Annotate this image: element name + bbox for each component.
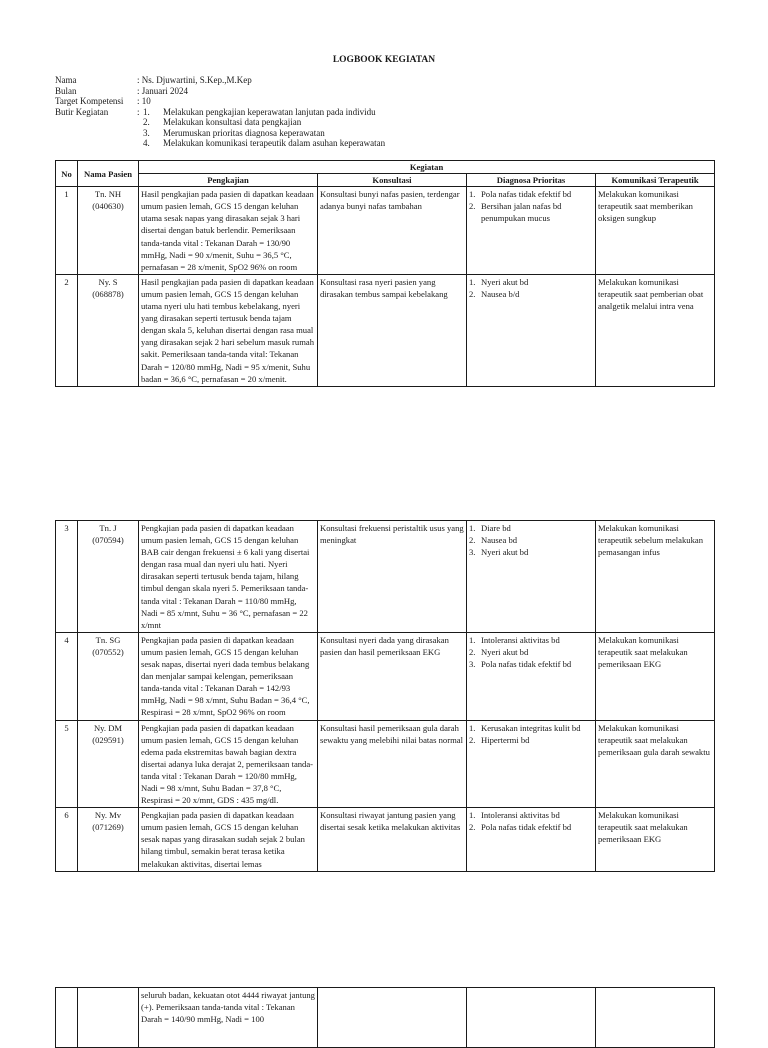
cell-komunikasi [596, 988, 715, 1048]
bulan-value: : Januari 2024 [137, 85, 188, 96]
page-title: LOGBOOK KEGIATAN [332, 55, 436, 65]
info-row-bulan [55, 86, 735, 97]
patient-name: Tn. NH [94, 189, 122, 200]
logbook-table-part-1 [55, 160, 715, 387]
cell-diagnosa [467, 187, 596, 275]
cell-pengkajian: Pengkajian pada pasien di dapatkan keadaan umum pasien lemah, GCS 15 dengan keluhan edema pada ekstremitas bawah bagian dextra disertai adanya luka derajat 2, pemeriksaan tanda-tanda vital : Tekanan Darah = 120/80 mmHg, Nadi = 98 x/mnt, Suhu Badan = 37,8 °C, Respirasi = 20 x/mnt, GDS : 435 mg/dl. [139, 720, 318, 808]
diagnosa-item: 2. Hipertermi bd [469, 734, 530, 745]
diagnosa-text: Kerusakan integritas kulit bd [481, 722, 581, 733]
butir-item-text: Melakukan konsultasi data pengkajian [163, 117, 302, 127]
diagnosa-item: 1. Kerusakan integritas kulit bd [469, 722, 581, 733]
target-value: : 10 [137, 96, 151, 106]
patient-name: Ny. DM [93, 722, 123, 733]
table-row [56, 632, 715, 720]
diagnosa-item: 2. Nyeri akut bd [469, 646, 529, 657]
cell-konsultasi: Konsultasi bunyi nafas pasien, terdengar adanya bunyi nafas tambahan [318, 187, 467, 275]
header-diagnosa: Diagnosa Prioritas [467, 174, 596, 187]
diagnosa-text: Intoleransi aktivitas bd [481, 810, 560, 821]
header-nama-pasien: Nama Pasien [78, 161, 139, 187]
butir-item [143, 138, 385, 149]
butir-item [143, 117, 385, 128]
diagnosa-list [469, 522, 593, 558]
table-row [56, 187, 715, 275]
header-no: No [56, 161, 78, 187]
cell-nama [78, 988, 139, 1048]
patient-id: (070594) [92, 535, 124, 546]
diagnosa-list [469, 276, 593, 300]
header-kegiatan: Kegiatan [139, 161, 715, 174]
table-subheader-row [56, 174, 715, 187]
butir-item [143, 107, 385, 118]
patient-id: (070552) [92, 646, 124, 657]
target-label: Target Kompetensi [55, 96, 124, 106]
cell-nama [78, 720, 139, 808]
patient-id: (040630) [92, 201, 124, 212]
diagnosa-text: Nyeri akut bd [481, 646, 529, 657]
table-row [56, 720, 715, 808]
cell-diagnosa [467, 988, 596, 1048]
diagnosa-item: 1. Nyeri akut bd [469, 276, 529, 287]
butir-item-number: 2. [143, 117, 150, 127]
butir-item-number: 3. [143, 127, 150, 138]
cell-pengkajian: seluruh badan, kekuatan otot 4444 riwayat jantung (+). Pemeriksaan tanda-tanda vital : Tekanan Darah = 140/90 mmHg, Nadi = 100 [139, 988, 318, 1048]
cell-nama [78, 187, 139, 275]
butir-colon: : [137, 106, 140, 117]
diagnosa-text: Pola nafas tidak efektif bd [481, 189, 572, 200]
butir-item-number: 4. [143, 138, 150, 148]
cell-nama [78, 808, 139, 871]
cell-pengkajian: Pengkajian pada pasien di dapatkan keadaan umum pasien lemah, GCS 15 dengan keluhan sesak napas yang dirasakan sudah sejak 2 bulan hilang timbul, semakin berat terasa ketika melakukan aktivitas, disertai lemas [139, 808, 318, 871]
nama-label: Nama [55, 75, 77, 85]
diagnosa-text: Hipertermi bd [481, 734, 530, 745]
butir-item-text: Melakukan komunikasi terapeutik dalam asuhan keperawatan [163, 138, 386, 148]
info-row-butir [55, 107, 735, 149]
logbook-table-part-2 [55, 520, 715, 872]
table-header-row [56, 161, 715, 174]
patient-id: (029591) [92, 734, 124, 745]
cell-pengkajian: Pengkajian pada pasien di dapatkan keadaan umum pasien lemah, GCS 15 dengan keluhan sesak napas, disertai nyeri dada tembus belakang dan menjalar sampai kelengan, pemeriksaan tanda-tanda vital : Tekanan Darah = 142/93 mmHg, Nadi = 98 x/mnt, Suhu Badan = 36,4 °C, Respirasi = 28 x/mnt, SpO2 96% on room [139, 632, 318, 720]
cell-konsultasi: Konsultasi hasil pemeriksaan gula darah sewaktu yang melebihi nilai batas normal [318, 720, 467, 808]
cell-no: 2 [56, 274, 78, 386]
logbook-table-part-3 [55, 987, 715, 1048]
cell-diagnosa [467, 632, 596, 720]
cell-no: 1 [56, 187, 78, 275]
info-row-nama [55, 75, 735, 86]
cell-konsultasi: Konsultasi rasa nyeri pasien yang dirasakan tembus sampai kebelakang [318, 274, 467, 386]
diagnosa-item: 3. Nyeri akut bd [469, 547, 529, 558]
cell-komunikasi: Melakukan komunikasi terapeutik saat melakukan pemeriksaan EKG [596, 808, 715, 871]
diagnosa-text: Nausea b/d [481, 288, 520, 299]
diagnosa-item: 2. Nausea bd [469, 535, 518, 546]
cell-konsultasi: Konsultasi riwayat jantung pasien yang disertai sesak ketika melakukan aktivitas [318, 808, 467, 871]
cell-komunikasi: Melakukan komunikasi terapeutik saat melakukan pemeriksaan gula darah sewaktu [596, 720, 715, 808]
cell-pengkajian: Pengkajian pada pasien di dapatkan keadaan umum pasien lemah, GCS 15 dengan keluhan BAB cair dengan frekuensi ± 6 kali yang disertai dengan rasa mual dan nyeri ulu hati. Nyeri dirasakan seperti tertusuk benda tajam, hilang timbul dengan skala nyeri 5. Pemeriksaan tanda-tanda vital : Tekanan Darah = 110/80 mmHg, Nadi = 85 x/mnt, Suhu = 36 °C, pernafasan = 22 x/mnt [139, 521, 318, 633]
diagnosa-list [469, 722, 593, 746]
cell-komunikasi: Melakukan komunikasi terapeutik saat memberikan oksigen sungkup [596, 187, 715, 275]
patient-id: (068878) [92, 288, 124, 299]
cell-nama [78, 521, 139, 633]
butir-item-text: Merumuskan prioritas diagnosa keperawatan [163, 127, 325, 138]
diagnosa-list [469, 188, 593, 224]
butir-list [143, 107, 385, 149]
diagnosa-item: 1. Diare bd [469, 523, 511, 533]
cell-diagnosa [467, 521, 596, 633]
header-pengkajian: Pengkajian [139, 174, 318, 187]
diagnosa-text: Pola nafas tidak efektif bd [481, 822, 572, 833]
diagnosa-text: Intoleransi aktivitas bd [481, 634, 560, 645]
bulan-label: Bulan [55, 85, 77, 96]
patient-id: (071269) [92, 822, 124, 833]
diagnosa-text: Nyeri akut bd [481, 547, 529, 558]
table-row [56, 988, 715, 1048]
butir-label: Butir Kegiatan [55, 106, 109, 117]
diagnosa-item: 2. Pola nafas tidak efektif bd [469, 822, 572, 833]
diagnosa-text: Pola nafas tidak efektif bd [481, 659, 572, 670]
cell-diagnosa [467, 808, 596, 871]
cell-pengkajian: Hasil pengkajian pada pasien di dapatkan keadaan umum pasien lemah, GCS 15 dengan keluhan utama sesak napas yang dirasakan sejak 3 hari disertai dengan batuk berlendir. Pemeriksaan tanda-tanda vital : Tekanan Darah = 130/90 mmHg, Nadi = 90 x/menit, Suhu = 36,5 °C, pernafasan = 28 x/menit, SpO2 96% on room [139, 187, 318, 275]
cell-no: 5 [56, 720, 78, 808]
info-block [55, 75, 735, 149]
cell-konsultasi [318, 988, 467, 1048]
cell-diagnosa [467, 720, 596, 808]
cell-diagnosa [467, 274, 596, 386]
cell-pengkajian: Hasil pengkajian pada pasien di dapatkan keadaan umum pasien lemah, GCS 15 dengan keluhan utama nyeri ulu hati tembus kebelakang, nyeri yang dirasakan seperti tertusuk benda tajam dengan skala 5, keluhan disertai dengan rasa mual yang dirasakan sejak 2 hari sebelum masuk rumah sakit. Pemeriksaan tanda-tanda vital: Tekanan Darah = 120/80 mmHg, Nadi = 95 x/menit, Suhu badan = 36,6 °C, pernafasan = 20 x/menit. [139, 274, 318, 386]
diagnosa-list [469, 809, 593, 833]
cell-konsultasi: Konsultasi nyeri dada yang dirasakan pasien dan hasil pemeriksaan EKG [318, 632, 467, 720]
table-row [56, 808, 715, 871]
butir-item-text: Melakukan pengkajian keperawatan lanjutan pada individu [163, 106, 376, 117]
diagnosa-item: 2. Nausea b/d [469, 288, 520, 299]
patient-name: Tn. SG [95, 634, 121, 645]
patient-name: Tn. J [99, 523, 117, 533]
diagnosa-text: Nyeri akut bd [481, 276, 529, 287]
patient-name: Ny. Mv [94, 810, 122, 821]
diagnosa-item: 2. Bersihan jalan nafas bd penumpukan mucus [469, 200, 593, 224]
butir-item-number: 1. [143, 106, 150, 117]
diagnosa-text: Nausea bd [481, 535, 518, 546]
diagnosa-text: Diare bd [481, 523, 511, 533]
table-row [56, 521, 715, 633]
cell-no: 6 [56, 808, 78, 871]
header-komunikasi: Komunikasi Terapeutik [596, 174, 715, 187]
diagnosa-item: 1. Intoleransi aktivitas bd [469, 810, 560, 821]
diagnosa-item: 3. Pola nafas tidak efektif bd [469, 659, 572, 670]
diagnosa-list [469, 634, 593, 670]
cell-komunikasi: Melakukan komunikasi terapeutik saat melakukan pemeriksaan EKG [596, 632, 715, 720]
patient-name: Ny. S [98, 276, 118, 287]
diagnosa-item: 1. Pola nafas tidak efektif bd [469, 189, 572, 200]
header-konsultasi: Konsultasi [318, 174, 467, 187]
table-row [56, 274, 715, 386]
cell-no [56, 988, 78, 1048]
nama-value: : Ns. Djuwartini, S.Kep.,M.Kep [137, 75, 252, 85]
cell-nama [78, 274, 139, 386]
cell-komunikasi: Melakukan komunikasi terapeutik saat pemberian obat analgetik melalui intra vena [596, 274, 715, 386]
cell-nama [78, 632, 139, 720]
cell-no: 4 [56, 632, 78, 720]
cell-no: 3 [56, 521, 78, 633]
diagnosa-item: 1. Intoleransi aktivitas bd [469, 634, 560, 645]
cell-komunikasi: Melakukan komunikasi terapeutik sebelum melakukan pemasangan infus [596, 521, 715, 633]
butir-item [143, 128, 385, 139]
info-row-target [55, 96, 735, 107]
diagnosa-text: Bersihan jalan nafas bd penumpukan mucus [481, 201, 562, 224]
cell-konsultasi: Konsultasi frekuensi peristaltik usus yang meningkat [318, 521, 467, 633]
